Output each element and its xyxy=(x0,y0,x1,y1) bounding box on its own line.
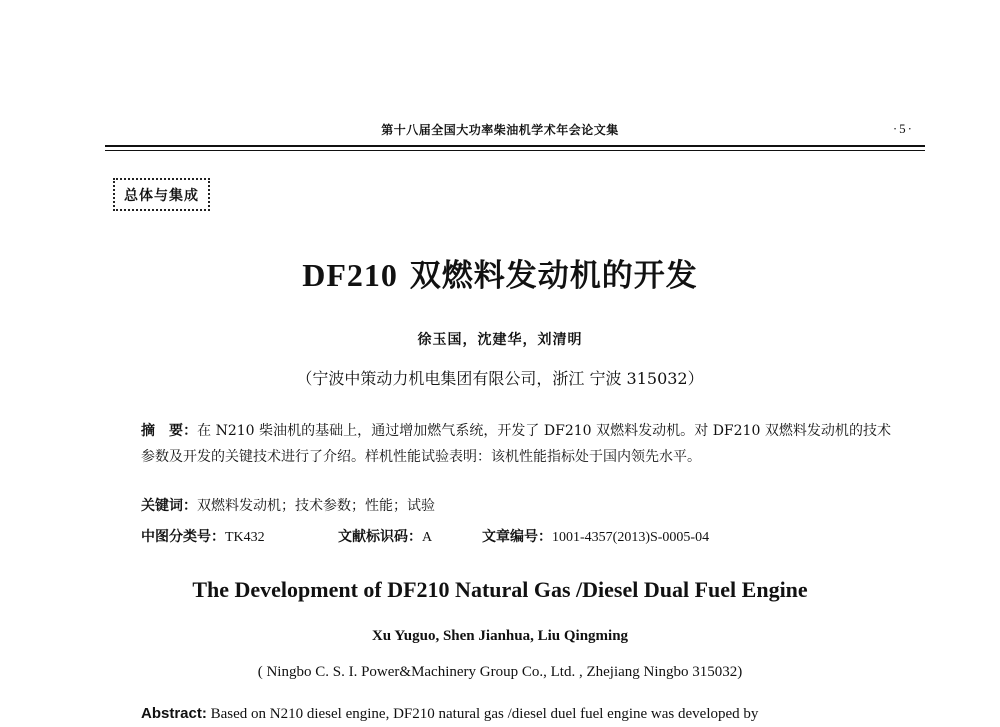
proceedings-header: 第十八届全国大功率柴油机学术年会论文集 xyxy=(381,123,619,137)
abstract-en xyxy=(141,705,901,723)
abstract-cn xyxy=(141,418,891,470)
doc-code-item xyxy=(338,526,432,546)
affiliation-cn: （宁波中策动力机电集团有限公司，浙江 宁波 315032） xyxy=(296,369,704,388)
authors-cn: 徐玉国，沈建华，刘清明 xyxy=(417,332,583,348)
abstract-cn-text: 在 N210 柴油机的基础上，通过增加燃气系统，开发了 DF210 双燃料发动机。对 DF210 双燃料发动机的技术参数及开发的关键技术进行了介绍。样机性能试验表明：该机性能指标处于国内领先水平。 xyxy=(141,423,891,465)
authors-en: Xu Yuguo, Shen Jianhua, Liu Qingming xyxy=(371,628,629,644)
keywords-text: 双燃料发动机；技术参数；性能；试验 xyxy=(197,498,435,514)
clc-item xyxy=(141,529,265,545)
classification-row xyxy=(141,526,710,546)
abstract-en-text: Based on N210 diesel engine, DF210 natural gas /diesel duel fuel engine was developed by xyxy=(206,706,759,722)
paper-title-cn-rest: 双燃料发动机的开发 xyxy=(397,258,698,294)
abstract-en-label: Abstract: xyxy=(141,705,207,722)
doc-code-value: A xyxy=(422,530,433,545)
section-tag: 总体与集成 xyxy=(113,178,210,211)
article-no-value: 1001-4357(2013)S-0005-04 xyxy=(552,530,710,545)
clc-label: 中图分类号： xyxy=(141,529,225,545)
paper-title-cn xyxy=(0,250,1000,295)
doc-code-label: 文献标识码： xyxy=(338,529,422,545)
abstract-cn-label: 摘 要： xyxy=(141,423,198,439)
page-number: ·5· xyxy=(892,121,914,136)
affiliation-en: ( Ningbo C. S. I. Power&Machinery Group Co., Ltd. , Zhejiang Ningbo 315032) xyxy=(257,664,743,680)
article-no-label: 文章编号： xyxy=(482,529,552,545)
header-rule-thin xyxy=(105,150,925,151)
clc-value: TK432 xyxy=(225,530,265,545)
article-no-item xyxy=(482,526,709,546)
keywords-label: 关键词： xyxy=(141,498,197,514)
keywords-cn xyxy=(141,495,435,515)
paper-title-cn-latin: DF210 xyxy=(302,257,398,293)
header-rule-thick xyxy=(105,145,925,147)
paper-title-en: The Development of DF210 Natural Gas /Diesel Dual Fuel Engine xyxy=(192,577,808,602)
